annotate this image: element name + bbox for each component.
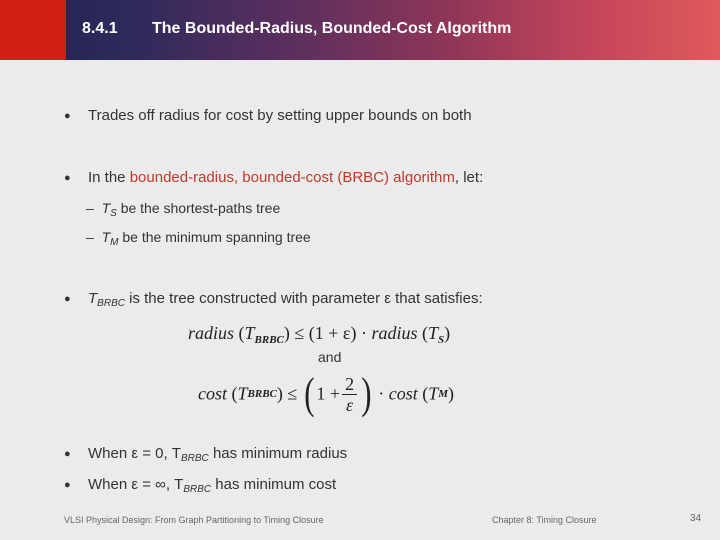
- eq1-s2: S: [438, 334, 445, 346]
- header-accent-block: [0, 0, 66, 60]
- bullet-3-post: is the tree constructed with parameter ε that satisfies:: [124, 290, 483, 307]
- sub-1-text: be the shortest-paths tree: [116, 200, 281, 216]
- eq1-radius-right: radius: [371, 323, 418, 343]
- section-number: 8.4.1: [82, 20, 118, 37]
- footer-book-title: VLSI Physical Design: From Graph Partitioning to Timing Closure: [64, 515, 324, 525]
- equation-cost-bound: cost (TBRBC) ≤ ( 1 + $\frac{2}{\varepsilon}$ ) · cost (TM): [198, 369, 455, 418]
- eq2-dot: ·: [373, 383, 389, 404]
- bullet-3-text: [88, 290, 483, 309]
- eq1-t2: T: [427, 323, 438, 343]
- bullet-2-highlight: bounded-radius, bounded-cost (BRBC) algorithm: [129, 169, 455, 186]
- bullet-2-pre: In the: [88, 169, 130, 186]
- bullet-4-pre: When ε = 0, T: [88, 445, 181, 462]
- slide-title: The Bounded-Radius, Bounded-Cost Algorithm: [152, 20, 512, 37]
- bullet-icon: ●: [64, 293, 71, 305]
- eq2-denominator: ε: [346, 394, 354, 415]
- eq1-s1: BRBC: [254, 334, 284, 346]
- bullet-5-post: has minimum cost: [211, 476, 337, 493]
- eq2-s2: M: [438, 388, 449, 400]
- bullet-5-subscript: BRBC: [183, 484, 212, 495]
- dash-icon: –: [86, 200, 102, 216]
- eq1-t1: T: [244, 323, 255, 343]
- bullet-5-text: [88, 476, 336, 495]
- bullet-5-pre: When ε = ∞, T: [88, 476, 184, 493]
- eq2-t1: T: [237, 383, 248, 404]
- bullet-1-text: Trades off radius for cost by setting upper bounds on both: [88, 107, 472, 124]
- bullet-4-text: [88, 445, 347, 464]
- footer-chapter: Chapter 8: Timing Closure: [492, 515, 597, 525]
- eq2-cost-right: cost: [388, 383, 418, 404]
- eq2-t2: T: [428, 383, 439, 404]
- bullet-2-post: , let:: [454, 169, 484, 186]
- sub-1-symbol: T: [101, 200, 111, 216]
- equation-radius-bound: radius $(T_{BRBC}) \le (1 + \varepsilon)$ · radius $(T_S)$: [188, 323, 451, 346]
- bullet-4-subscript: BRBC: [180, 453, 209, 464]
- left-paren-icon: (: [303, 369, 315, 418]
- eq2-numerator: 2: [342, 374, 357, 395]
- bullet-2-text: [88, 169, 483, 186]
- sub-1-subscript: S: [110, 208, 117, 219]
- bullet-icon: ●: [64, 479, 71, 491]
- eq1-radius-left: radius: [188, 323, 235, 343]
- sub-2-symbol: T: [101, 229, 111, 245]
- bullet-icon: ●: [64, 110, 71, 122]
- eq2-s1: BRBC: [247, 388, 277, 400]
- eq1-mid: ) ≤ (1 + ε) ·: [283, 323, 372, 343]
- eq2-le: ) ≤: [276, 383, 302, 404]
- bullet-3-symbol: T: [88, 290, 98, 307]
- sub-2-text: be the minimum spanning tree: [118, 229, 311, 245]
- sub-bullet-2: [86, 229, 311, 248]
- right-paren-icon: ): [361, 369, 372, 418]
- eq2-cost-left: cost: [198, 383, 227, 404]
- bullet-4-post: has minimum radius: [208, 445, 348, 462]
- bullet-icon: ●: [64, 448, 71, 460]
- eq2-fraction: [342, 374, 357, 415]
- sub-2-subscript: M: [110, 237, 119, 248]
- and-text: and: [318, 349, 342, 365]
- sub-bullet-1: [86, 200, 280, 219]
- dash-icon: –: [86, 229, 102, 245]
- page-number: 34: [690, 513, 702, 524]
- eq2-one: 1 +: [316, 383, 341, 404]
- bullet-icon: ●: [64, 172, 71, 184]
- bullet-3-subscript: BRBC: [97, 298, 125, 309]
